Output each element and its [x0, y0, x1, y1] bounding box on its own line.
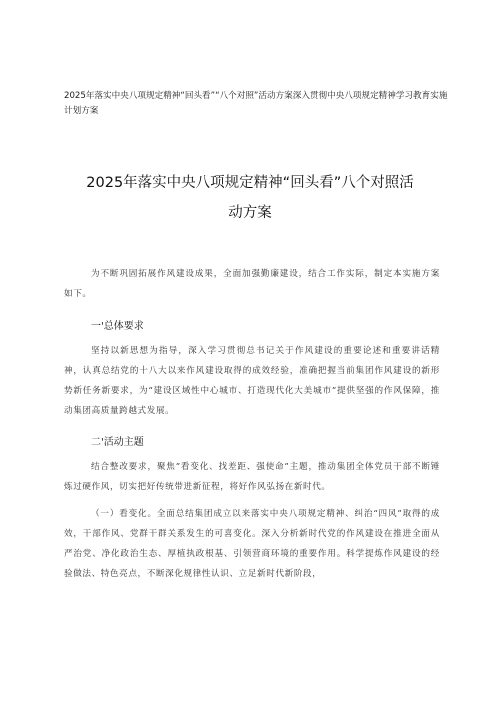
section-body-1: 坚持以新思想为指导，深入学习贯彻总书记关于作风建设的重要论述和重要讲话精神，认真总结党的十八大以来作风建设取得的成效经验，准确把握当前集团作风建设的新形势新任务新要求，为“建设区域性中心城市、打造现代化大美城市”提供坚强的作风保障，推动集团高质量跨越式发展。 [64, 346, 440, 416]
section-heading-2: 二'活动主题 [91, 437, 144, 448]
document-title-line-2: 动方案 [228, 205, 272, 221]
item-1-paragraph: （一）看变化。全面总结集团成立以来落实中央八项规定精神、纠治“四风”取得的成效，干部作风、党群干群关系发生的可喜变化。深入分析新时代党的作风建设在推进全面从严治党、净化政治生态、厚植执政根基、引领营商环境的重要作用。科学提炼作风建设的经验做法、特色亮点，不断深化规律性认识、立足新时代新阶段， [64, 509, 440, 579]
header-title: 2025年落实中央八项规定精神“回头看”“八个对照”活动方案深入贯彻中央八项规定精神学习教育实施计划方案 [64, 91, 448, 116]
section-body-2: 结合整改要求，聚焦”看变化、找差距、强使命”主题，推动集团全体党员干部不断锤炼过硬作风，切实把好传统带进新征程，将好作风弘扬在新时代。 [64, 462, 440, 492]
intro-paragraph: 为不断巩固拓展作风建设成果，全面加强勤廉建设，结合工作实际，制定本实施方案如下。 [64, 269, 440, 299]
document-title [70, 168, 430, 228]
document-title-line-1: 2025年落实中央八项规定精神“回头看”八个对照活 [86, 175, 414, 191]
section-heading-1: 一'总体要求 [91, 321, 144, 332]
